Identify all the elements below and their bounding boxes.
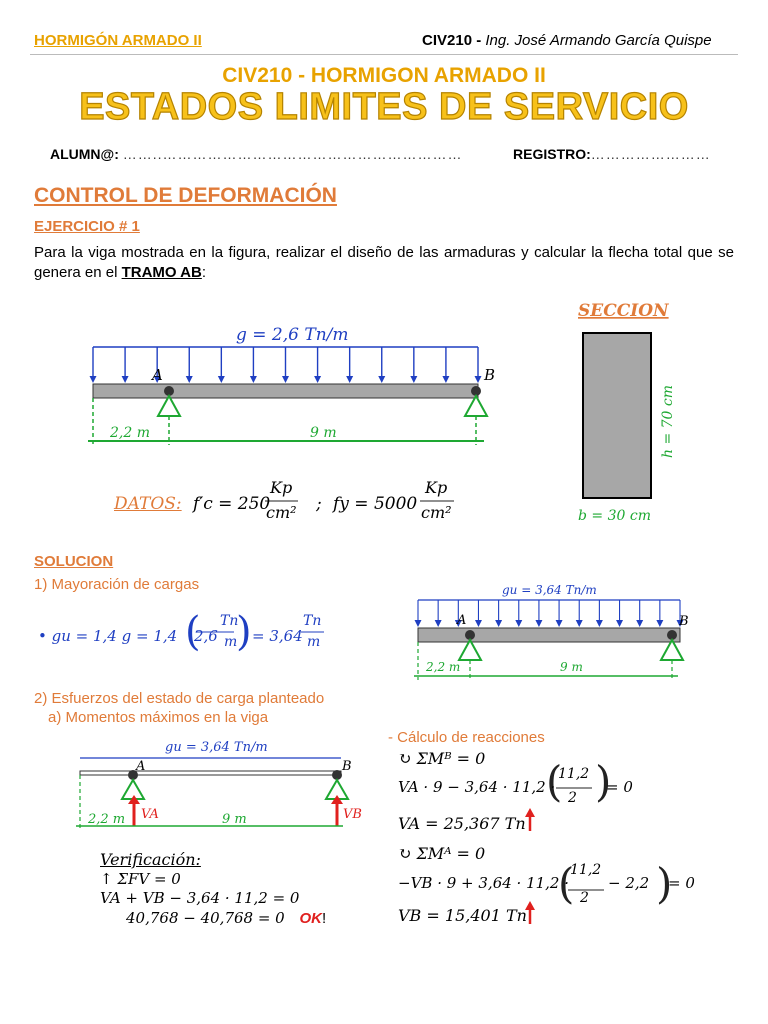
va-result: VA = 25,367 Tn xyxy=(398,814,526,833)
beam-factored-diagram xyxy=(414,583,689,680)
paren-open: ( xyxy=(558,859,575,908)
student-dots: ……..…………………………………………………… xyxy=(122,146,463,162)
load-arrowhead xyxy=(435,620,442,627)
span-left-label: 2,2 m xyxy=(110,425,150,441)
paren-open: ( xyxy=(185,609,201,655)
datos-line xyxy=(114,494,270,514)
load-label: gu = 3,64 Tn/m xyxy=(165,740,268,755)
moment-eq-b-end: = 0 xyxy=(606,778,633,796)
support-a-triangle xyxy=(122,780,144,799)
datos-label: DATOS: xyxy=(114,494,182,514)
beam-reactions-diagram xyxy=(76,740,362,828)
load-arrows xyxy=(415,600,684,627)
support-a-triangle xyxy=(158,396,180,416)
statement-text: Para la viga mostrada en la figura, realizar el diseño de las armaduras y calcular la flecha total que se genera en el xyxy=(34,244,734,281)
load-arrowhead xyxy=(90,376,97,383)
beam-main-diagram xyxy=(88,325,495,445)
header-name: Ing. José Armando García Quispe xyxy=(485,32,712,49)
span-main-label: 9 m xyxy=(560,660,583,674)
verification-line1: ↑ ΣFV = 0 xyxy=(100,870,181,888)
course-title: CIV210 - HORMIGON ARMADO II xyxy=(222,64,546,87)
load-arrowhead xyxy=(415,620,422,627)
load-arrowhead xyxy=(495,620,502,627)
gu-paren-num: Tn xyxy=(220,613,239,629)
beam xyxy=(93,384,478,398)
section-rectangle xyxy=(583,333,651,498)
support-b-label: B xyxy=(679,614,689,629)
moment-eq-a-den: 2 xyxy=(580,890,589,906)
paren-close: ) xyxy=(656,859,673,908)
fc-lhs: f′c = 250 xyxy=(193,494,271,514)
up-arrow-head xyxy=(525,808,535,817)
sum-moments-b: ↻ ΣMᴮ = 0 xyxy=(398,749,486,768)
registro-label: REGISTRO: xyxy=(513,146,591,162)
beam xyxy=(80,771,341,775)
load-arrowhead xyxy=(410,376,417,383)
support-b-triangle xyxy=(465,396,487,416)
gu-paren-value: 2,6 xyxy=(194,627,218,645)
vb-result: VB = 15,401 Tn xyxy=(398,906,527,925)
sum-moments-a: ↻ ΣMᴬ = 0 xyxy=(398,844,486,863)
verification-line3 xyxy=(126,909,326,927)
load-arrowhead xyxy=(515,620,522,627)
moment-eq-a-end: = 0 xyxy=(668,874,695,892)
load-arrowhead xyxy=(596,620,603,627)
section-title: CONTROL DE DEFORMACIÓN xyxy=(34,184,337,207)
gu-result: = 3,64 xyxy=(252,627,303,645)
registro-dots: …………………… xyxy=(590,146,711,162)
load-arrowhead xyxy=(282,376,289,383)
support-b-label: B xyxy=(342,759,352,774)
load-arrowhead xyxy=(250,376,257,383)
step1-heading: 1) Mayoración de cargas xyxy=(34,576,200,593)
statement-end: : xyxy=(201,264,207,281)
section-title-label: SECCION xyxy=(578,301,669,321)
paren-close: ) xyxy=(236,609,252,655)
verification-line2: VA + VB − 3,64 · 11,2 = 0 xyxy=(100,889,300,907)
load-label: gu = 3,64 Tn/m xyxy=(502,583,597,597)
moment-eq-b: VA · 9 − 3,64 · 11,2 · xyxy=(398,778,556,796)
step2a-heading: a) Momentos máximos en la viga xyxy=(48,709,269,726)
load-arrowhead xyxy=(218,376,225,383)
exercise-label: EJERCICIO # 1 xyxy=(34,218,140,235)
load-arrowhead xyxy=(475,376,482,383)
gu-paren-den: m xyxy=(224,634,238,650)
load-arrowhead xyxy=(475,620,482,627)
paren-open: ( xyxy=(546,757,563,806)
ok-exclamation: ! xyxy=(322,910,327,927)
load-arrowhead xyxy=(122,376,129,383)
load-arrowhead xyxy=(656,620,663,627)
solution-label: SOLUCION xyxy=(34,553,114,570)
reaction-b-label: VB xyxy=(343,807,362,822)
load-arrowhead xyxy=(535,620,542,627)
support-a-label: A xyxy=(457,613,467,628)
span-left-label: 2,2 m xyxy=(88,812,126,827)
load-arrowhead xyxy=(346,376,353,383)
statement-bold: TRAMO AB xyxy=(121,264,202,281)
moment-eq-a-mid: − 2,2 xyxy=(608,874,650,892)
fy-den: cm² xyxy=(421,503,452,522)
beam xyxy=(418,628,680,642)
load-arrows xyxy=(90,347,482,383)
moment-eq-b-num: 11,2 xyxy=(558,766,590,782)
header-code: CIV210 - xyxy=(422,32,486,49)
load-arrowhead xyxy=(186,376,193,383)
section-width: b = 30 cm xyxy=(578,508,651,524)
support-a-label: A xyxy=(152,366,163,384)
fy-lhs: fy = 5000 xyxy=(333,494,418,514)
load-arrowhead xyxy=(556,620,563,627)
cross-section xyxy=(578,301,676,524)
reaction-a-label: VA xyxy=(141,807,159,822)
reactions-heading: - Cálculo de reacciones xyxy=(388,729,545,746)
span-main-label: 9 m xyxy=(310,425,337,441)
section-height: h = 70 cm xyxy=(660,384,676,458)
load-arrowhead xyxy=(314,376,321,383)
support-b-triangle xyxy=(661,640,683,660)
moment-eq-a-num: 11,2 xyxy=(570,862,602,878)
load-arrowhead xyxy=(616,620,623,627)
load-arrowhead xyxy=(576,620,583,627)
ok-mark: OK xyxy=(299,910,323,927)
moment-eq-a: −VB · 9 + 3,64 · 11,2 · xyxy=(398,874,570,892)
support-a-label: A xyxy=(136,759,146,774)
fc-den: cm² xyxy=(266,503,297,522)
fc-num: Kp xyxy=(270,478,293,497)
support-a-triangle xyxy=(459,640,481,660)
span-main-label: 9 m xyxy=(222,812,247,827)
fy-num: Kp xyxy=(425,478,448,497)
header-course: HORMIGÓN ARMADO II xyxy=(34,32,202,49)
paren-close: ) xyxy=(595,757,612,806)
student-label: ALUMN@: xyxy=(50,146,119,162)
load-arrowhead xyxy=(636,620,643,627)
gu-equation: • gu = 1,4 g = 1,4 xyxy=(38,627,178,645)
main-title: ESTADOS LIMITES DE SERVICIO xyxy=(79,86,689,128)
datos-sep: ; xyxy=(316,494,322,514)
moment-eq-b-den: 2 xyxy=(568,790,577,806)
step2-heading: 2) Esfuerzos del estado de carga planteado xyxy=(34,690,325,707)
verification-sum: 40,768 − 40,768 = 0 xyxy=(126,909,285,927)
load-arrowhead xyxy=(442,376,449,383)
gu-result-den: m xyxy=(307,634,321,650)
span-left-label: 2,2 m xyxy=(426,660,461,674)
load-arrowhead xyxy=(378,376,385,383)
load-label: g = 2,6 Tn/m xyxy=(236,325,349,345)
verification-title: Verificación: xyxy=(100,850,201,869)
gu-result-num: Tn xyxy=(303,613,322,629)
support-b-label: B xyxy=(484,366,496,384)
